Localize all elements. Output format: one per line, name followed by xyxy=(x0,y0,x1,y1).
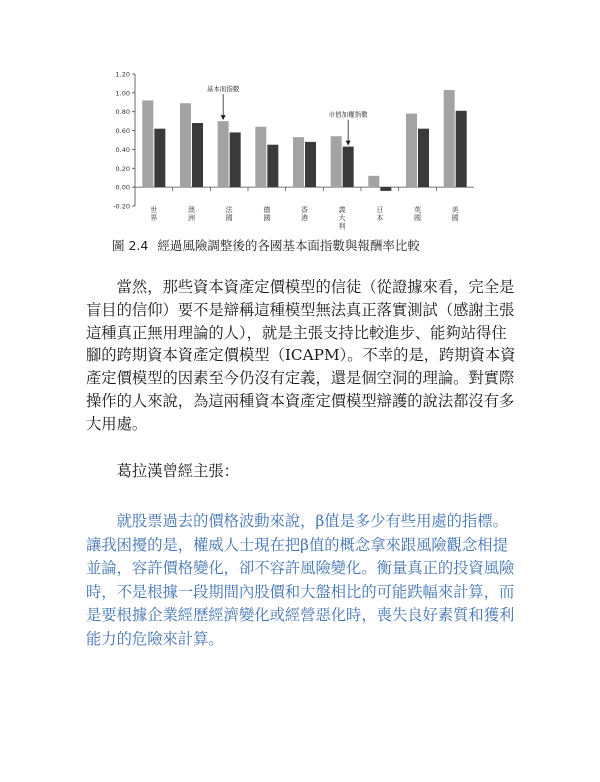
category-label: 澳洲 xyxy=(188,206,195,223)
bar xyxy=(456,111,467,187)
bar xyxy=(142,100,153,187)
body-paragraph-1: 當然，那些資本資產定價模型的信徒（從證據來看，完全是盲目的信仰）要不是辯稱這種模型無法真正落實測試（感謝主張這種真正無用理論的人），就是主張支持比較進步、能夠站得住腳的跨期資本資產定價模型（ICAPM）。不幸的是，跨期資本資產定價模型的因素至今仍沒有定義，還是個空洞的理論。對實際操作的人來說，為這兩種資本資產定價模型辯護的說法都沒有多大用處。 xyxy=(86,278,516,433)
bar xyxy=(230,132,241,187)
y-tick-label: -0.20 xyxy=(113,202,130,211)
annotation-arrow-head xyxy=(346,141,351,146)
body-paragraph-2: 葛拉漢曾經主張： xyxy=(116,462,239,480)
bar xyxy=(406,114,417,188)
category-label: 世界 xyxy=(150,206,158,223)
bar xyxy=(305,142,316,187)
category-label: 香港 xyxy=(301,206,308,223)
category-label: 英國 xyxy=(414,206,421,223)
category-label: 德國 xyxy=(263,206,271,223)
y-tick-label: 0.60 xyxy=(115,127,130,136)
y-tick-label: 0.80 xyxy=(115,108,130,117)
y-tick-label: 0.40 xyxy=(115,145,130,154)
annotation-label: 基本面指數 xyxy=(206,85,240,94)
block-quote: 就股票過去的價格波動來說，β值是多少有些用處的指標。讓我困擾的是，權威人士現在把β值的概念拿來跟風險觀念相提並論，容許價格變化，卻不容許風險變化。衡量真正的投資風險時，不是根據一段期間內股價和大盤相比的可能跌幅來計算，而是要根據企業經歷經濟變化或經營惡化時，喪失良好素質和獲利能力的危險來計算。 xyxy=(86,512,515,648)
bar xyxy=(180,103,191,187)
y-tick-label: 1.20 xyxy=(115,70,130,79)
annotation-arrow-head xyxy=(221,115,226,120)
bar xyxy=(267,145,278,187)
bar xyxy=(154,129,165,187)
bar xyxy=(368,176,379,187)
bar xyxy=(331,136,342,187)
bar xyxy=(255,127,266,187)
category-label: 日本 xyxy=(376,206,384,223)
y-tick-label: 1.00 xyxy=(115,89,130,98)
figure-caption-text: 經過風險調整後的各國基本面指數與報酬率比較 xyxy=(157,238,420,253)
figure-caption xyxy=(112,236,420,254)
bar xyxy=(380,187,391,191)
bar xyxy=(218,121,229,187)
y-tick-label: 0.00 xyxy=(115,183,130,192)
bar xyxy=(293,137,304,187)
annotation-label: 市值加權指數 xyxy=(328,110,368,119)
bar xyxy=(418,129,429,187)
category-label: 義大利 xyxy=(338,206,346,231)
bar-chart xyxy=(100,64,490,234)
category-label: 法國 xyxy=(225,206,233,223)
bar xyxy=(343,147,354,188)
category-label: 美國 xyxy=(451,206,459,223)
y-tick-label: 0.20 xyxy=(115,164,130,173)
bar xyxy=(444,90,455,187)
figure-number: 圖 2.4 xyxy=(112,238,149,253)
bar xyxy=(192,123,203,187)
